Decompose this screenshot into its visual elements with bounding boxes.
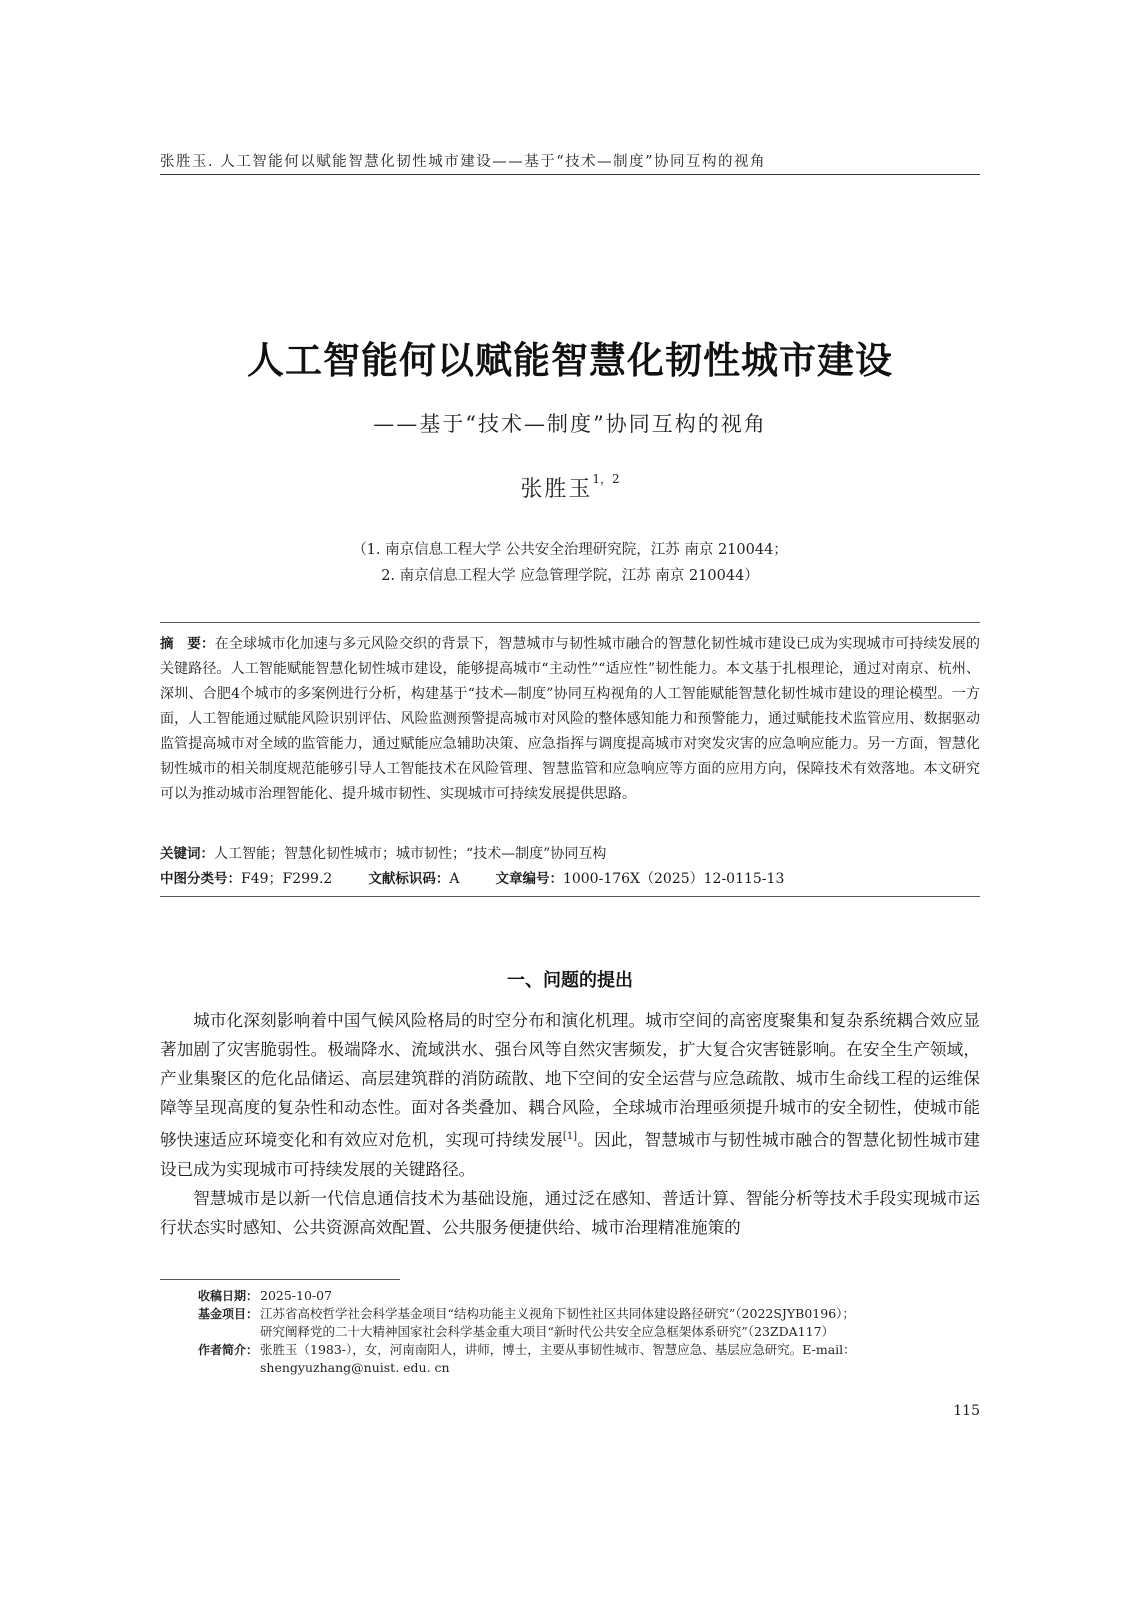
keywords <box>160 843 980 865</box>
clc-value: F49；F299.2 <box>241 871 333 887</box>
article-number-label: 文章编号： <box>495 871 563 887</box>
author-bio-row: 作者简介： 张胜玉（1983-），女，河南南阳人，讲师，博士，主要从事韧性城市、智慧应急、基层应急研究。E-mail： shengyuzhang@nuist. edu. cn <box>160 1341 980 1377</box>
fund-row: 基金项目： 江苏省高校哲学社会科学基金项目“结构功能主义视角下韧性社区共同体建设路径研究”（2022SJYB0196）； 研究阐释党的二十大精神国家社会科学基金重大项目“新时代公共安全应急框架体系研究”（23ZDA117） <box>197 1306 855 1339</box>
doc-code-value: A <box>449 871 460 887</box>
keywords-label: 关键词： <box>160 846 214 862</box>
article-number-value: 1000-176X（2025）12-0115-13 <box>562 871 785 887</box>
abstract <box>160 632 980 807</box>
affiliation-1: （1. 南京信息工程大学 公共安全治理研究院，江苏 南京 210044； <box>352 542 788 558</box>
footnote-rule <box>160 1279 400 1280</box>
running-head: 张胜玉. 人工智能何以赋能智慧化韧性城市建设——基于“技术—制度”协同互构的视角 <box>160 154 767 170</box>
keywords-text: 人工智能；智慧化韧性城市；城市韧性；“技术—制度”协同互构 <box>214 846 607 862</box>
paper-title: 人工智能何以赋能智慧化韧性城市建设 <box>247 339 893 382</box>
abstract-top-rule <box>160 622 980 623</box>
author-line <box>160 472 980 503</box>
author-affiliation-marks: 1，2 <box>592 472 620 486</box>
header-rule <box>160 174 980 175</box>
abstract-text: 在全球城市化加速与多元风险交织的背景下，智慧城市与韧性城市融合的智慧化韧性城市建设已成为实现城市可持续发展的关键路径。人工智能赋能智慧化韧性城市建设，能够提高城市“主动性”“适应性”韧性能力。本文基于扎根理论，通过对南京、杭州、深圳、合肥4个城市的多案例进行分析，构建基于“技术—制度”协同互构视角的人工智能赋能智慧化韧性城市建设的理论模型。一方面，人工智能通过赋能风险识别评估、风险监测预警提高城市对风险的整体感知能力和预警能力，通过赋能技术监管应用、数据驱动监管提高城市对全域的监管能力，通过赋能应急辅助决策、应急指挥与调度提高城市对突发灾害的应急响应能力。另一方面，智慧化韧性城市的相关制度规范能够引导人工智能技术在风险管理、智慧监管和应急响应等方面的应用方向，保障技术有效落地。本文研究可以为推动城市治理智能化、提升城市韧性、实现城市可持续发展提供思路。 <box>160 636 980 802</box>
received-date-row: 收稿日期： 2025-10-07 <box>197 1288 333 1303</box>
abstract-bottom-rule <box>160 896 980 897</box>
author-email[interactable]: shengyuzhang@nuist. edu. cn <box>260 1360 450 1375</box>
citation-ref[interactable]: [1] <box>562 1131 578 1142</box>
page-number: 115 <box>953 1403 980 1419</box>
doc-code-label: 文献标识码： <box>368 871 450 887</box>
paragraph-2: 智慧城市是以新一代信息通信技术为基础设施，通过泛在感知、普适计算、智能分析等技术手段实现城市运行状态实时感知、公共资源高效配置、公共服务便捷供给、城市治理精准施策的 <box>160 1188 980 1237</box>
footnotes <box>160 1287 980 1377</box>
section-heading: 一、问题的提出 <box>507 970 633 991</box>
classification-line <box>160 868 980 890</box>
paper-subtitle: ——基于“技术—制度”协同互构的视角 <box>373 412 767 436</box>
clc-label: 中图分类号： <box>160 871 241 887</box>
paragraph-1: 城市化深刻影响着中国气候风险格局的时空分布和演化机理。城市空间的高密度聚集和复杂系统耦合效应显著加剧了灾害脆弱性。极端降水、流域洪水、强台风等自然灾害频发，扩大复合灾害链影响。在安全生产领域，产业集聚区的危化品储运、高层建筑群的消防疏散、地下空间的安全运营与应急疏散、城市生命线工程的运维保障等呈现高度的复杂性和动态性。面对各类叠加、耦合风险，全球城市治理亟须提升城市的安全韧性，使城市能够快速适应环境变化和有效应对危机，实现可持续发展[1]。因此，智慧城市与韧性城市融合的智慧化韧性城市建设已成为实现城市可持续发展的关键路径。 <box>160 1011 981 1179</box>
abstract-label: 摘 要： <box>160 636 215 652</box>
author-name: 张胜玉 <box>520 477 593 502</box>
body-text <box>160 1006 980 1242</box>
affiliation-2: 2. 南京信息工程大学 应急管理学院，江苏 南京 210044） <box>381 568 759 584</box>
